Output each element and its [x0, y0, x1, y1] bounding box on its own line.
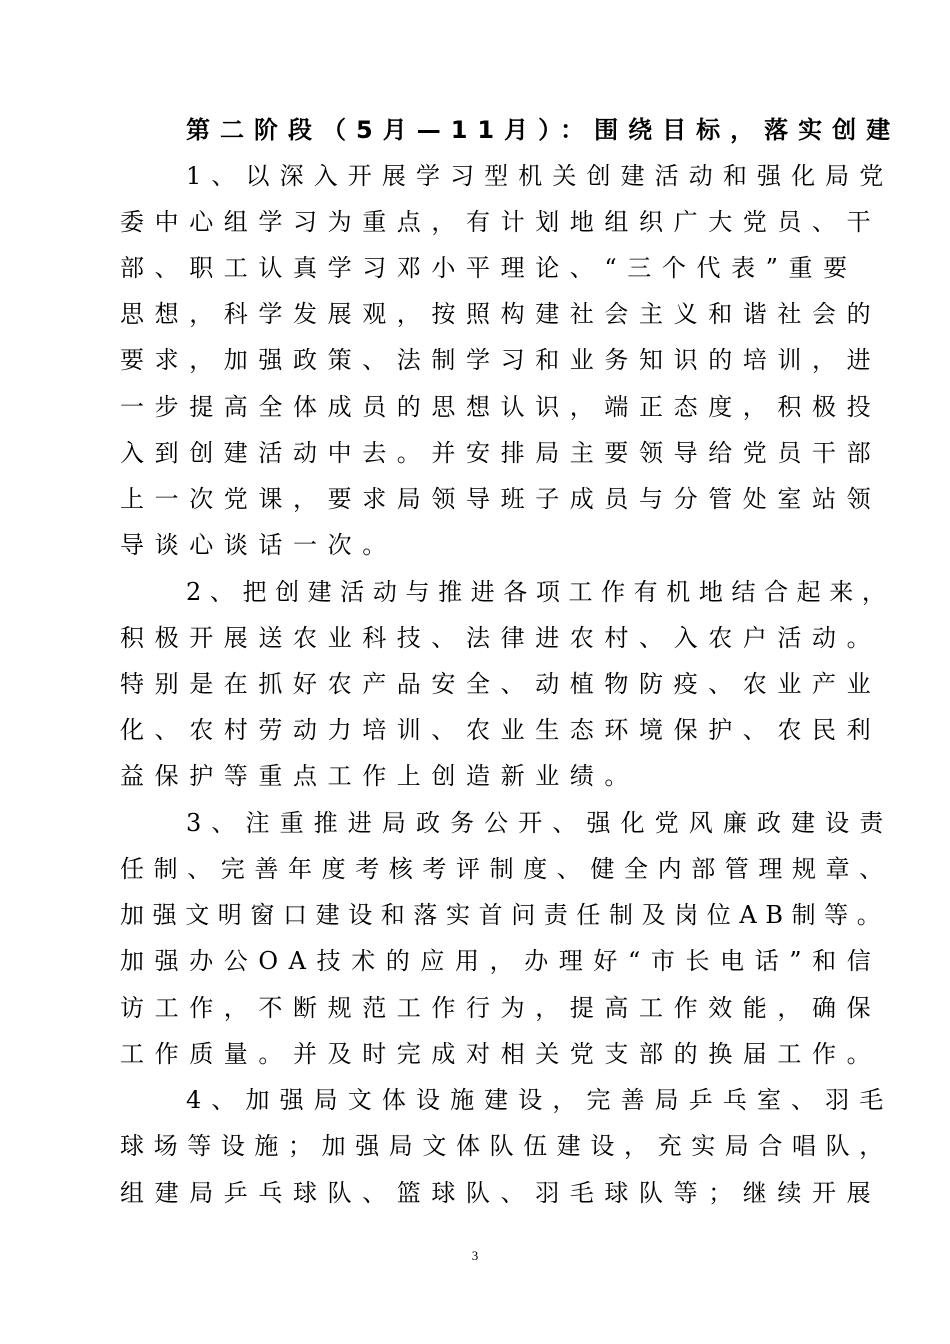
paragraph-4-line-3: 组建局乒乓球队、篮球队、羽毛球队等；继续开展 [120, 1179, 882, 1207]
paragraph-1-line-2: 委中心组学习为重点，有计划地组织广大党员、干 [120, 208, 882, 236]
paragraph-2-line-4: 化、农村劳动力培训、农业生态环境保护、农民利 [120, 716, 882, 744]
paragraph-3-line-3: 加强文明窗口建设和落实首问责任制及岗位AB制等。 [120, 901, 890, 929]
paragraph-1-line-7: 入到创建活动中去。并安排局主要领导给党员干部 [120, 439, 882, 467]
paragraph-3-line-2: 任制、完善年度考核考评制度、健全内部管理规章、 [120, 855, 893, 883]
paragraph-3-line-6: 工作质量。并及时完成对相关党支部的换届工作。 [120, 1040, 882, 1068]
paragraph-2-line-5: 益保护等重点工作上创造新业绩。 [120, 762, 639, 790]
paragraph-1-line-9: 导谈心谈话一次。 [120, 531, 397, 559]
paragraph-4-line-2: 球场等设施；加强局文体队伍建设，充实局合唱队， [120, 1132, 893, 1160]
paragraph-2-line-3: 特别是在抓好农产品安全、动植物防疫、农业产业 [120, 670, 882, 698]
paragraph-2-line-1: 2、把创建活动与推进各项工作有机地结合起来， [186, 578, 895, 606]
paragraph-1-line-1: 1、以深入开展学习型机关创建活动和强化局党 [186, 162, 894, 190]
section-heading: 第二阶段（5月—11月）：围绕目标，落实创建 [186, 116, 901, 144]
paragraph-3-line-4: 加强办公OA技术的应用，办理好“市长电话”和信 [120, 947, 882, 975]
paragraph-2-line-2: 积极开展送农业科技、法律进农村、入农户活动。 [120, 624, 882, 652]
page-number: 3 [471, 1248, 479, 1263]
paragraph-3-line-5: 访工作，不断规范工作行为，提高工作效能，确保 [120, 994, 882, 1022]
paragraph-1-line-8: 上一次党课，要求局领导班子成员与分管处室站领 [120, 485, 882, 513]
paragraph-3-line-1: 3、注重推进局政务公开、强化党风廉政建设责 [186, 809, 894, 837]
paragraph-1-line-3: 部、职工认真学习邓小平理论、“三个代表”重要 [120, 254, 858, 282]
paragraph-1-line-6: 一步提高全体成员的思想认识，端正态度，积极投 [120, 393, 882, 421]
paragraph-1-line-4: 思想，科学发展观，按照构建社会主义和谐社会的 [120, 300, 882, 328]
paragraph-4-line-1: 4、加强局文体设施建设，完善局乒乓室、羽毛 [186, 1086, 894, 1114]
paragraph-1-line-5: 要求，加强政策、法制学习和业务知识的培训，进 [120, 346, 882, 374]
